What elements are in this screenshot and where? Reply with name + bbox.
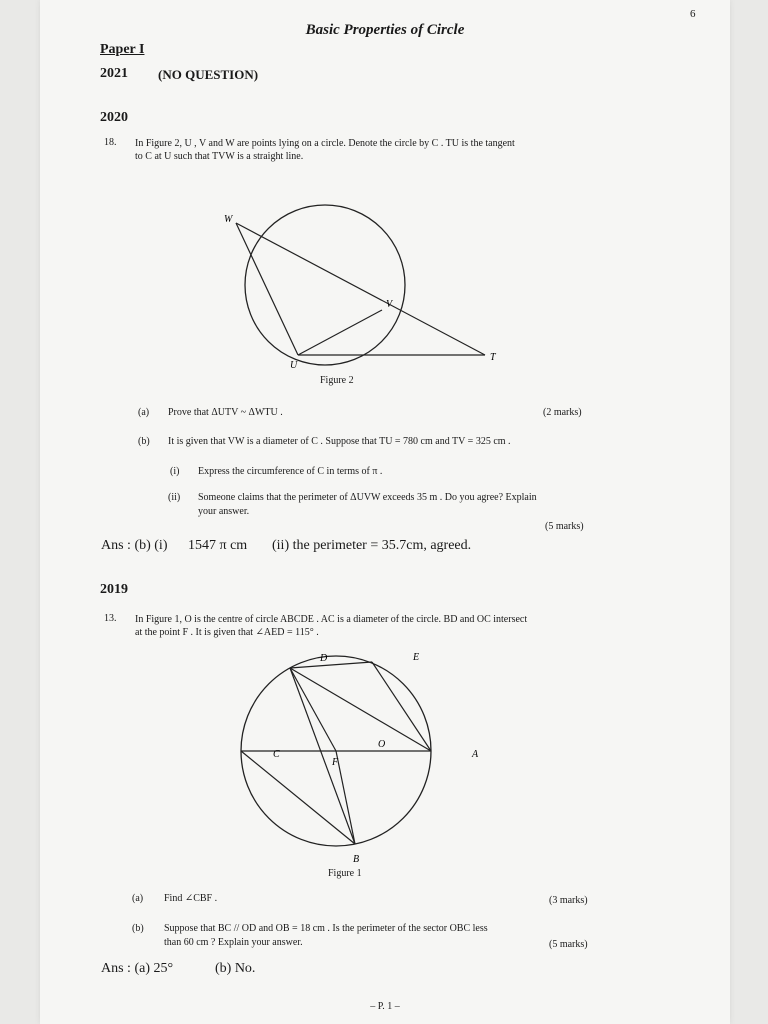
part-b-2019-line2: than 60 cm ? Explain your answer. — [164, 937, 303, 948]
answer-2020-i: 1547 π cm — [188, 538, 248, 553]
part-a-label: (a) — [138, 407, 150, 418]
question-text-line2: to C at U such that TVW is a straight line. — [135, 151, 304, 162]
segment-ea — [372, 662, 431, 751]
label-b: B — [353, 854, 360, 865]
part-a-2019-label: (a) — [132, 893, 144, 904]
answer-2019-b: (b) No. — [215, 961, 256, 976]
label-c: C — [273, 749, 280, 760]
label-d: D — [320, 653, 328, 664]
page-number: 6 — [690, 8, 696, 20]
figure-2-diagram — [210, 200, 510, 380]
part-a-text: Prove that ΔUTV ~ ΔWTU . — [168, 407, 283, 418]
segment-ob — [336, 751, 355, 844]
segment-uv — [298, 310, 382, 355]
year-2020: 2020 — [100, 110, 128, 125]
part-b-i-text: Express the circumference of C in terms of π . — [198, 466, 383, 477]
page-footer: – P. 1 – — [370, 1001, 400, 1012]
part-b-ii-line2: your answer. — [198, 506, 250, 517]
year-2019: 2019 — [100, 582, 128, 597]
part-b-2019-marks: (5 marks) — [549, 939, 588, 950]
part-a-2019-text: Find ∠CBF . — [164, 893, 218, 904]
question-2019-line1: In Figure 1, O is the centre of circle ABCDE . AC is a diameter of the circle. BD and OC intersect — [135, 614, 528, 625]
label-e: E — [413, 652, 420, 663]
label-o: O — [378, 739, 386, 750]
question-text-line1: In Figure 2, U , V and W are points lying on a circle. Denote the circle by C . TU is the tangent — [135, 138, 515, 149]
figure-1-caption: Figure 1 — [328, 868, 362, 879]
part-b-ii-label: (ii) — [168, 492, 181, 503]
question-2019-line2: at the point F . It is given that ∠AED = 115° . — [135, 627, 319, 638]
part-b-label: (b) — [138, 436, 150, 447]
part-b-2019-label: (b) — [132, 923, 144, 934]
answer-2020-ii: (ii) the perimeter = 35.7cm, agreed. — [272, 538, 472, 553]
part-b-text: It is given that VW is a diameter of C . Suppose that TU = 780 cm and TV = 325 cm . — [168, 436, 511, 447]
answer-2019-a: Ans : (a) 25° — [101, 961, 174, 976]
segment-wt — [236, 223, 485, 355]
part-b-i-label: (i) — [170, 466, 180, 477]
part-b-marks: (5 marks) — [545, 521, 584, 532]
answer-2020-prefix: Ans : (b) (i) — [101, 538, 168, 553]
figure-1-diagram — [220, 645, 479, 870]
question-number-2019: 13. — [104, 613, 117, 624]
figure-2-caption: Figure 2 — [320, 375, 354, 386]
part-a-marks: (2 marks) — [543, 407, 582, 418]
label-v: V — [386, 299, 393, 310]
no-question-note: (NO QUESTION) — [158, 67, 259, 82]
label-t: T — [490, 352, 496, 363]
year-2021: 2021 — [100, 66, 128, 81]
segment-da — [290, 668, 431, 751]
part-b-2019-line1: Suppose that BC // OD and OB = 18 cm . Is the perimeter of the sector OBC less — [164, 923, 488, 934]
page-title: Basic Properties of Circle — [305, 22, 465, 38]
label-u: U — [290, 360, 298, 371]
label-a: A — [472, 749, 479, 760]
segment-de — [290, 662, 372, 668]
part-a-2019-marks: (3 marks) — [549, 895, 588, 906]
segment-do — [290, 668, 336, 751]
paper-heading: Paper I — [100, 42, 145, 57]
part-b-ii-line1: Someone claims that the perimeter of ΔUVW exceeds 35 m . Do you agree? Explain — [198, 492, 537, 503]
label-w: W — [224, 214, 233, 225]
label-f: F — [332, 757, 339, 768]
document-page — [40, 0, 730, 1024]
question-number: 18. — [104, 137, 117, 148]
